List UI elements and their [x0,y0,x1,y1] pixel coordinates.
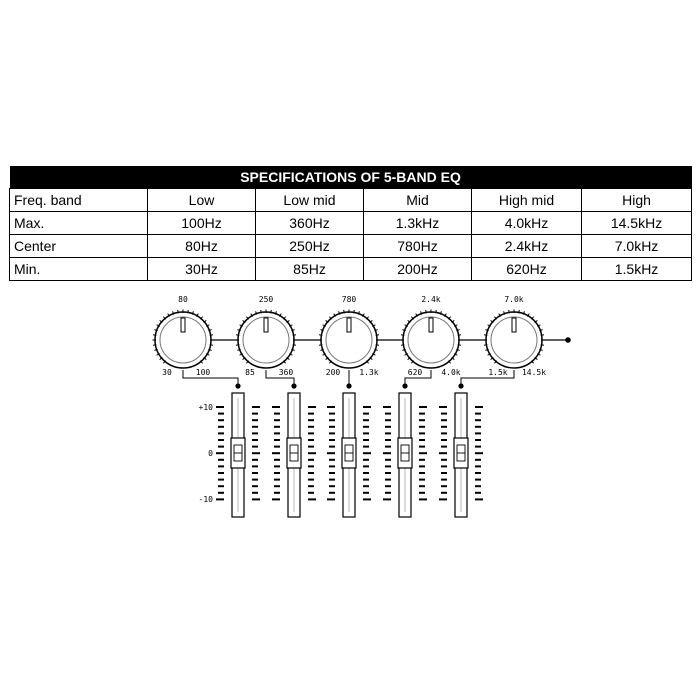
knob-min-label: 1.5k [488,368,508,377]
table-cell: 780Hz [364,235,472,258]
knob-tick [188,310,189,313]
knob-tick [236,335,239,336]
knob-tick [484,345,487,346]
knob-tick [319,335,322,336]
table-row [10,235,692,258]
header-cell: Low [148,189,256,212]
header-cell: Freq. band [10,189,148,212]
knob-center-label: 2.4k [421,295,441,304]
knob-max-label: 14.5k [521,368,547,377]
table-header-row [10,189,692,212]
knob-tick [519,310,520,313]
knob-tick [236,345,239,346]
knob-tick [376,345,379,346]
table-cell: 30Hz [148,258,256,281]
knob-tick [354,310,355,313]
knob-pointer [429,318,433,332]
table-title: SPECIFICATIONS OF 5-BAND EQ [10,166,692,189]
table-cell: 2.4kHz [472,235,582,258]
table-cell: 620Hz [472,258,582,281]
table-cell: 80Hz [148,235,256,258]
header-cell: High mid [472,189,582,212]
knob-pointer [347,318,351,332]
knob-tick [401,335,404,336]
knob-tick [153,345,156,346]
eq-diagram [0,290,700,530]
connector-dot [291,383,296,388]
knob-min-label: 85 [245,368,255,377]
table-cell: 1.5kHz [582,258,692,281]
knob-pointer [264,318,268,332]
knob-pointer [512,318,516,332]
knob-tick [210,345,213,346]
knob-tick [376,335,379,336]
knob-tick [153,335,156,336]
header-cell: High [582,189,692,212]
table-cell: 250Hz [256,235,364,258]
knob-center-label: 250 [258,295,274,304]
knob-max-label: 4.0k [441,368,461,377]
row-label: Max. [10,212,148,235]
knob-tick [344,310,345,313]
connector-dot [458,383,463,388]
knob-tick [293,335,296,336]
knob-tick [178,310,179,313]
knob-tick [426,310,427,313]
knob-center-label: 780 [341,295,357,304]
knob-max-label: 100 [195,368,211,377]
connector-dot [235,383,240,388]
table-row [10,258,692,281]
knob-min-label: 30 [162,368,172,377]
knob-tick [293,345,296,346]
connector-dot [402,383,407,388]
knob-min-label: 200 [325,368,341,377]
knob-tick [458,345,461,346]
table-cell: 85Hz [256,258,364,281]
knob-tick [541,335,544,336]
knob-tick [436,310,437,313]
knob-tick [458,335,461,336]
chain-end-dot [565,337,571,343]
table-cell: 14.5kHz [582,212,692,235]
table-cell: 360Hz [256,212,364,235]
knob-pointer [181,318,185,332]
table-cell: 4.0kHz [472,212,582,235]
knob-tick [319,345,322,346]
eq-spec-table [9,166,692,281]
header-cell: Low mid [256,189,364,212]
knob-max-label: 1.3k [359,368,379,377]
table-cell: 100Hz [148,212,256,235]
table-cell: 200Hz [364,258,472,281]
table-cell: 7.0kHz [582,235,692,258]
fader-scale-bottom: -10 [198,495,213,504]
knob-center-label: 80 [178,295,188,304]
knob-min-label: 620 [407,368,423,377]
knob-tick [509,310,510,313]
knob-max-label: 360 [278,368,294,377]
knob-tick [541,345,544,346]
row-label: Center [10,235,148,258]
connector-dot [346,383,351,388]
knob-tick [261,310,262,313]
knob-fader-connector [183,370,238,386]
fader-scale-middle: 0 [208,449,213,458]
knob-tick [484,335,487,336]
knob-center-label: 7.0k [504,295,524,304]
header-cell: Mid [364,189,472,212]
table-cell: 1.3kHz [364,212,472,235]
fader-scale-top: +10 [198,403,213,412]
knob-tick [210,335,213,336]
knob-tick [401,345,404,346]
knob-tick [271,310,272,313]
row-label: Min. [10,258,148,281]
table-row [10,212,692,235]
